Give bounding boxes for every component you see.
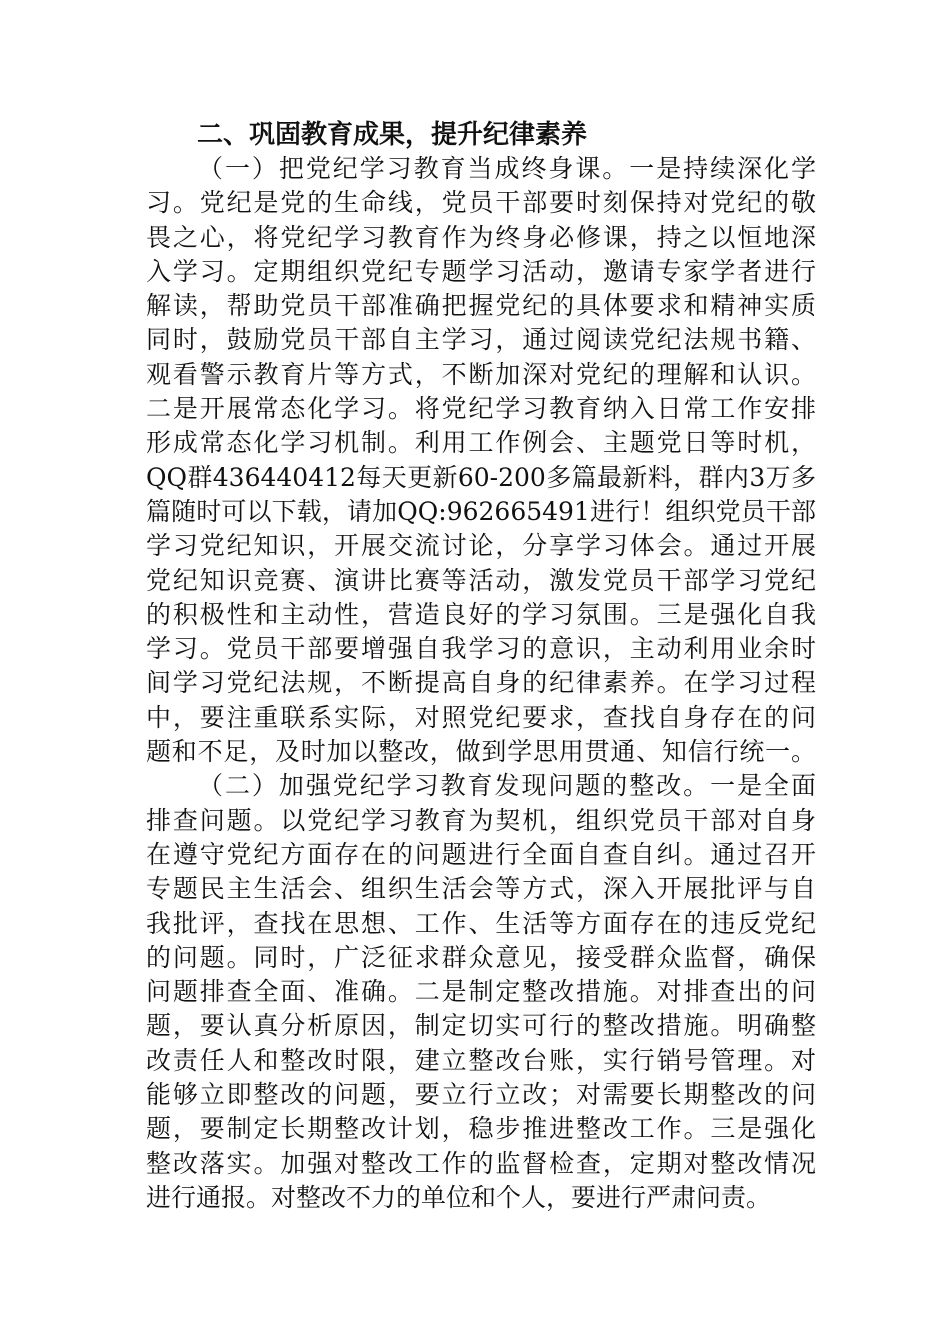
section-heading: 二、巩固教育成果，提升纪律素养	[197, 120, 588, 150]
text-line: 专题民主生活会、组织生活会等方式，深入开展批评与自	[146, 874, 816, 904]
text-line: 形成常态化学习机制。利用工作例会、主题党日等时机，	[146, 428, 816, 458]
text-line: 问题排查全面、准确。二是制定整改措施。对排查出的问	[146, 977, 816, 1007]
text-line: 学习党纪知识，开展交流讨论，分享学习体会。通过开展	[146, 531, 816, 561]
text-line: 进行通报。对整改不力的单位和个人，要进行严肃问责。	[146, 1182, 772, 1212]
text-line: 篇随时可以下载，请加QQ:962665491进行！组织党员干部	[146, 496, 816, 526]
text-line: 题和不足，及时加以整改，做到学思用贯通、知信行统一。	[146, 737, 816, 767]
text-line: 习。党纪是党的生命线，党员干部要时刻保持对党纪的敬	[146, 188, 816, 218]
text-line: QQ群436440412每天更新60-200多篇最新料，群内3万多	[146, 462, 816, 492]
text-line: 观看警示教育片等方式，不断加深对党纪的理解和认识。	[146, 359, 816, 389]
text-line: 改责任人和整改时限，建立整改台账，实行销号管理。对	[146, 1045, 816, 1075]
text-line: 我批评，查找在思想、工作、生活等方面存在的违反党纪	[146, 908, 816, 938]
text-line: （二）加强党纪学习教育发现问题的整改。一是全面	[198, 771, 816, 801]
text-line: 的积极性和主动性，营造良好的学习氛围。三是强化自我	[146, 599, 816, 629]
text-line: 党纪知识竞赛、演讲比赛等活动，激发党员干部学习党纪	[146, 565, 816, 595]
text-line: （一）把党纪学习教育当成终身课。一是持续深化学	[198, 154, 816, 183]
text-line: 整改落实。加强对整改工作的监督检查，定期对整改情况	[146, 1148, 816, 1178]
body-text	[146, 152, 816, 1215]
text-line: 畏之心，将党纪学习教育作为终身必修课，持之以恒地深	[146, 222, 816, 252]
text-line: 学习。党员干部要增强自我学习的意识，主动利用业余时	[146, 634, 816, 664]
text-line: 入学习。定期组织党纪专题学习活动，邀请专家学者进行	[146, 256, 816, 286]
text-line: 间学习党纪法规，不断提高自身的纪律素养。在学习过程	[146, 668, 816, 698]
text-line: 二是开展常态化学习。将党纪学习教育纳入日常工作安排	[146, 394, 816, 424]
text-line: 能够立即整改的问题，要立行立改；对需要长期整改的问	[146, 1080, 816, 1110]
text-line: 解读，帮助党员干部准确把握党纪的具体要求和精神实质	[146, 291, 816, 321]
text-line: 中，要注重联系实际，对照党纪要求，查找自身存在的问	[146, 702, 816, 732]
text-line: 排查问题。以党纪学习教育为契机，组织党员干部对自身	[146, 805, 816, 835]
text-line: 题，要认真分析原因，制定切实可行的整改措施。明确整	[146, 1011, 816, 1041]
text-line: 的问题。同时，广泛征求群众意见，接受群众监督，确保	[146, 942, 816, 972]
text-line: 题，要制定长期整改计划，稳步推进整改工作。三是强化	[146, 1114, 816, 1144]
text-line: 同时，鼓励党员干部自主学习，通过阅读党纪法规书籍、	[146, 325, 816, 355]
text-line: 在遵守党纪方面存在的问题进行全面自查自纠。通过召开	[146, 839, 816, 869]
